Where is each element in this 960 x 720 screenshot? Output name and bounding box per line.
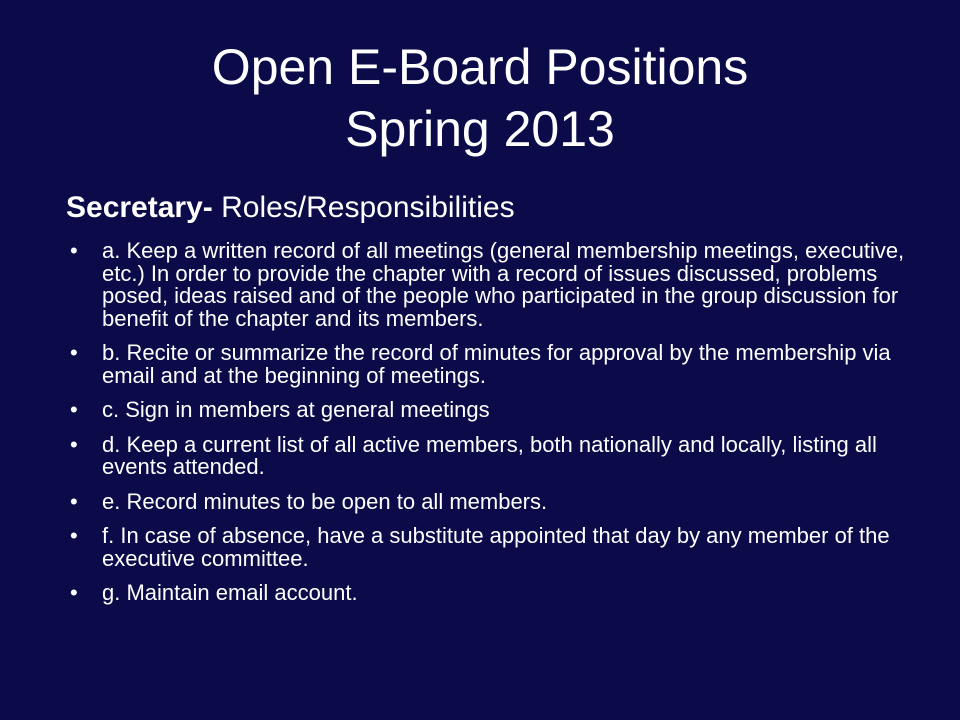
list-item <box>70 342 920 387</box>
list-item <box>70 399 920 422</box>
bullet-icon: • <box>70 340 78 365</box>
list-item <box>70 488 920 514</box>
bullet-icon: • <box>70 580 78 605</box>
bullet-icon: • <box>70 238 78 263</box>
bullet-icon: • <box>70 488 78 514</box>
list-item-text: a. Keep a written record of all meetings (general membership meetings, executive, etc.) In order to provide the chapter with a record of issues discussed, problems posed, ideas raised and of the people who participated in the group discussion for benefit of the chapter and its members. <box>102 238 905 331</box>
list-item-text: e. Record minutes to be open to all members. <box>102 488 548 514</box>
list-item <box>70 582 920 605</box>
responsibilities-list <box>70 240 920 617</box>
list-item-text: f. In case of absence, have a substitute appointed that day by any member of the executive committee. <box>102 523 890 571</box>
slide-title <box>60 36 900 160</box>
list-item-text: d. Keep a current list of all active members, both nationally and locally, listing all events attended. <box>102 431 877 479</box>
title-line-1: Open E-Board Positions <box>211 39 749 95</box>
list-item-text: g. Maintain email account. <box>102 580 358 605</box>
list-item <box>70 525 920 570</box>
subtitle-rest: Roles/Responsibilities <box>212 191 515 224</box>
list-item-text: b. Recite or summarize the record of minutes for approval by the membership via email and at the beginning of meetings. <box>102 340 891 388</box>
title-line-2: Spring 2013 <box>345 101 615 157</box>
subtitle-role: Secretary- <box>66 191 213 224</box>
bullet-icon: • <box>70 397 78 422</box>
slide-subtitle <box>66 188 906 228</box>
list-item-text: c. Sign in members at general meetings <box>102 397 490 422</box>
list-item <box>70 240 920 330</box>
bullet-icon: • <box>70 523 78 548</box>
bullet-icon: • <box>70 431 78 457</box>
list-item <box>70 431 920 479</box>
